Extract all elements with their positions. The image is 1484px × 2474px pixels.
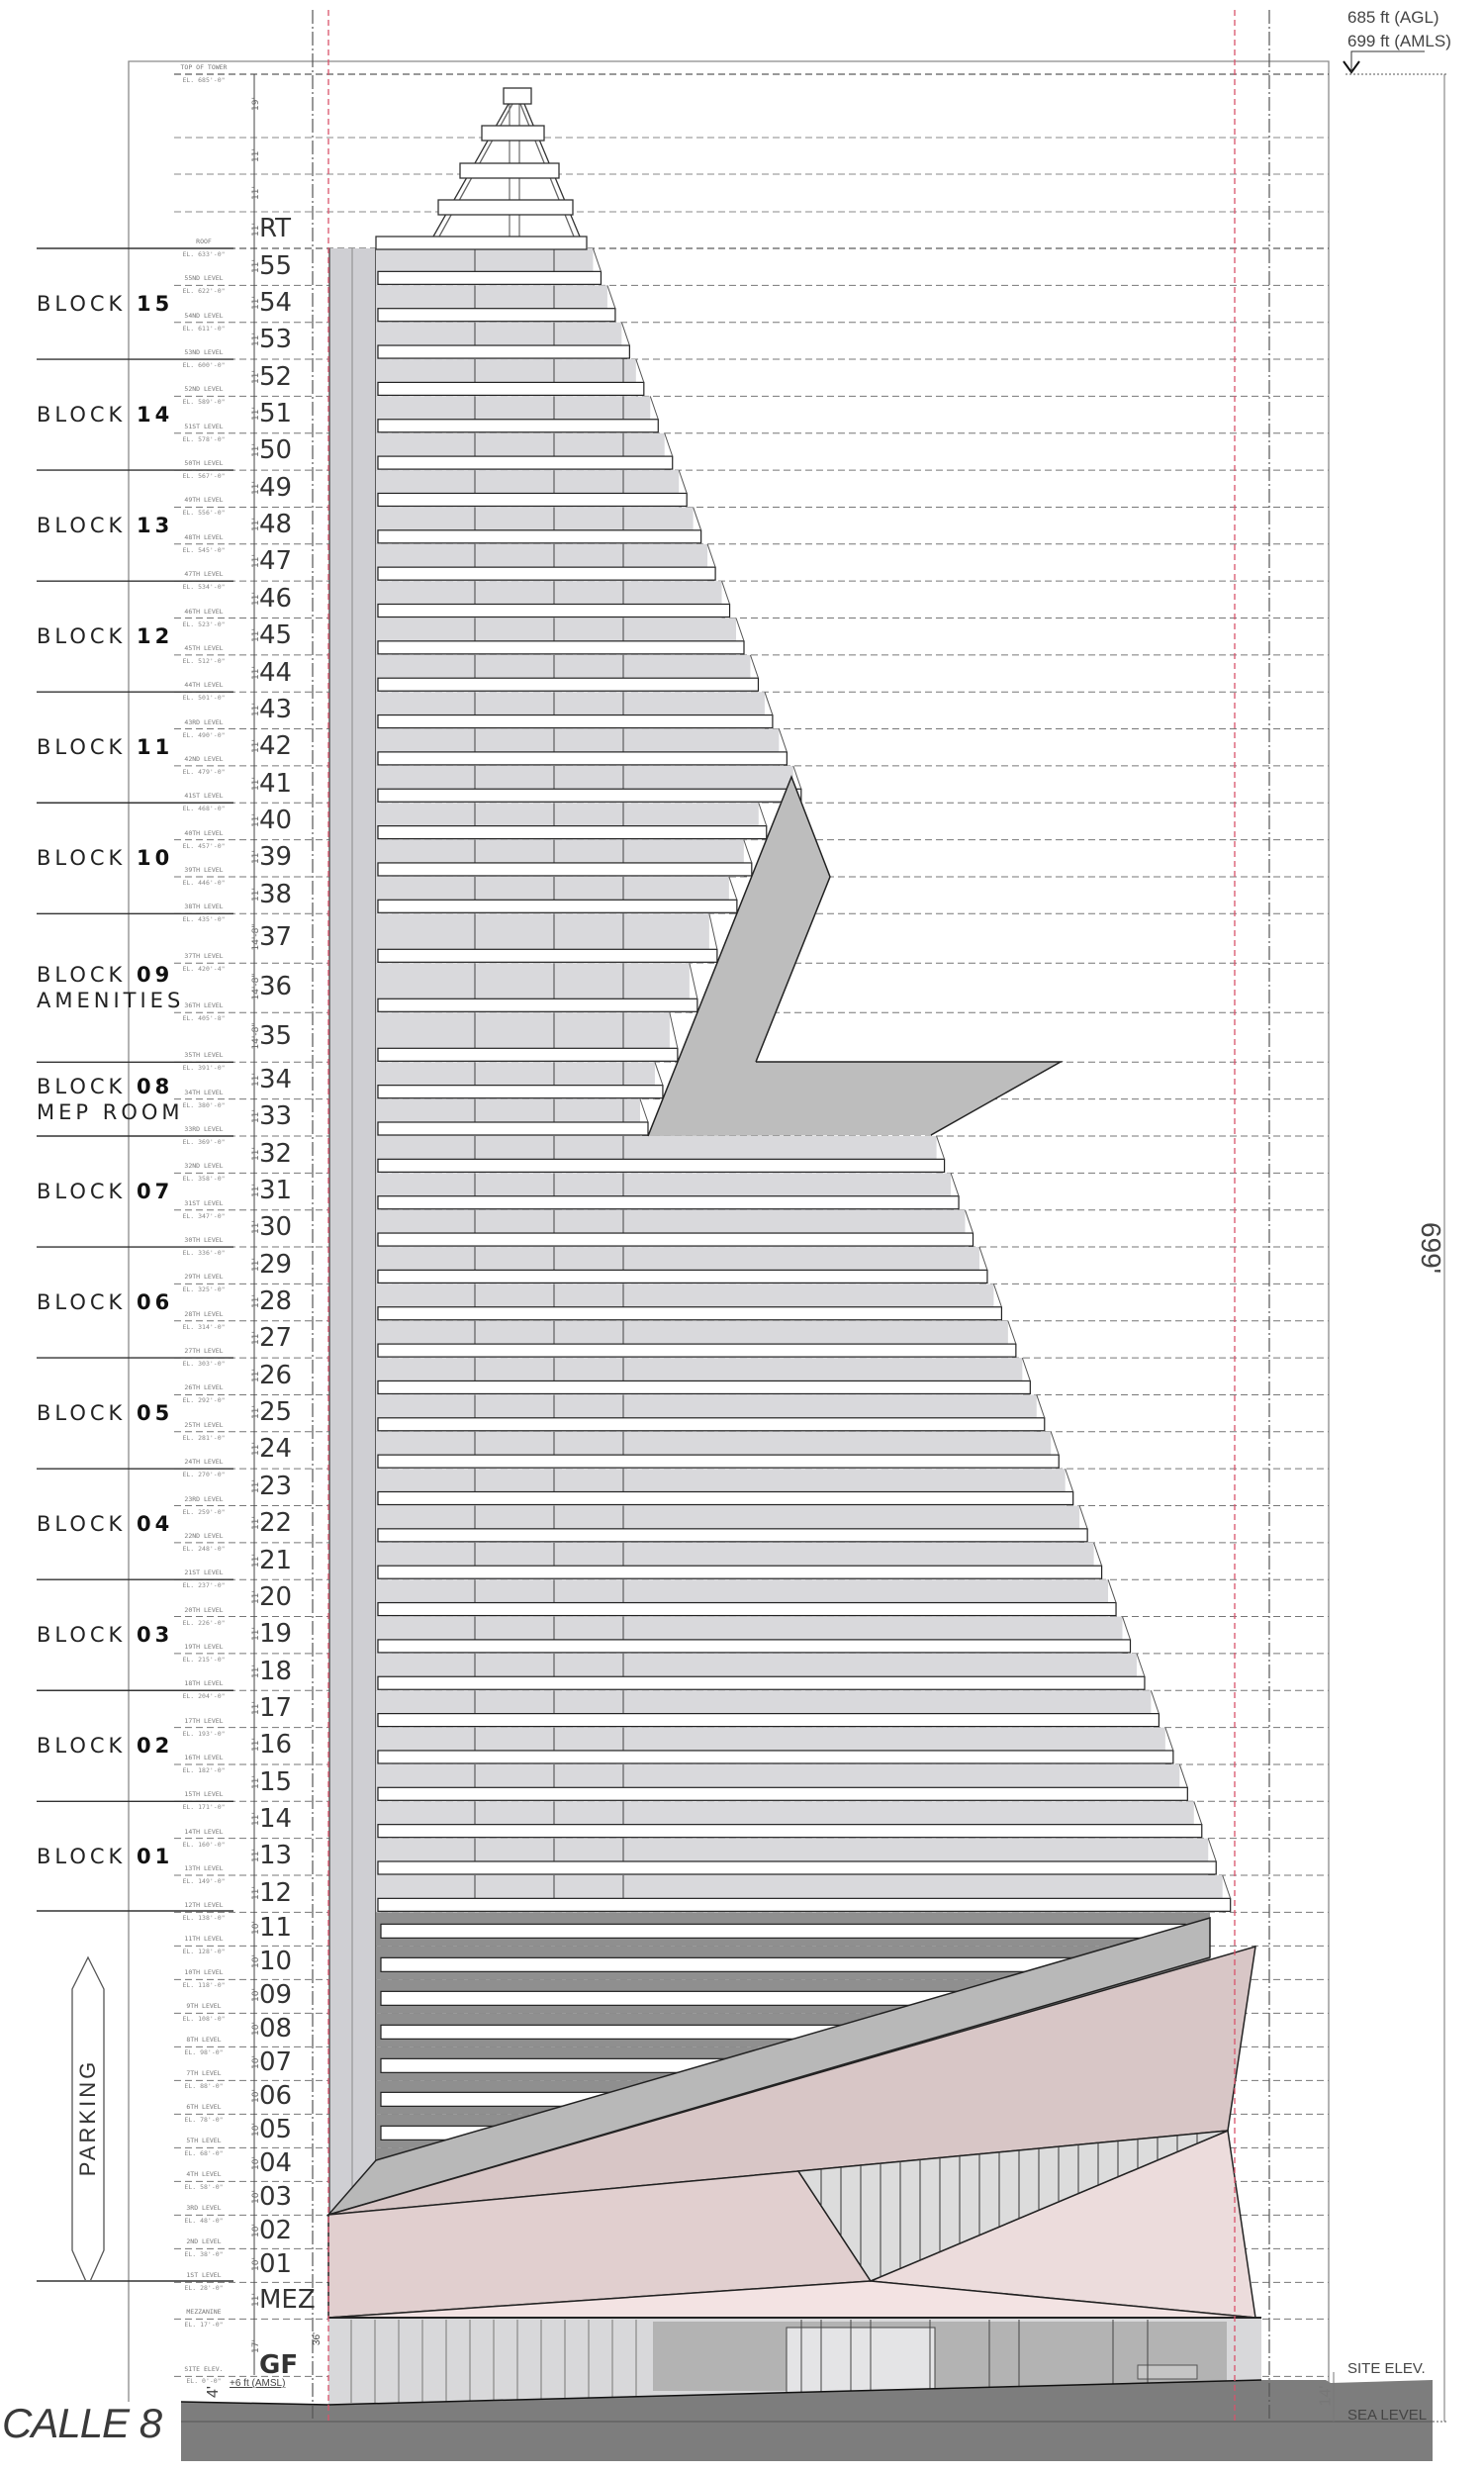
floor-number: 25 <box>259 1397 293 1428</box>
floor-height-dimension: 11' <box>251 1368 261 1382</box>
floor-height-dimension: 11' <box>251 1700 261 1715</box>
floor-number: 07 <box>259 2047 293 2078</box>
level-elevation: EL. 215'-0" <box>182 1655 226 1664</box>
floor-number: 26 <box>259 1360 293 1390</box>
floor-height-dimension: 11' <box>251 407 261 422</box>
roof-terrace-label: RT <box>259 214 292 243</box>
floor-height-dimension: 11' <box>251 739 261 754</box>
floor-height-dimension: 11' <box>251 480 261 495</box>
level-elevation: EL. 128'-0" <box>182 1948 226 1956</box>
level-elevation: EL. 490'-0" <box>182 730 226 739</box>
floor-number: 55 <box>259 250 293 281</box>
level-name: 17TH LEVEL <box>184 1716 224 1725</box>
block-number: 01 <box>137 1844 174 1868</box>
block-number: 05 <box>137 1401 174 1426</box>
block-label <box>37 1511 173 1537</box>
floor-height-dimension: 11' <box>251 1331 261 1346</box>
floor-height-dimension: 11' <box>251 1405 261 1420</box>
spire-dim-4: 11' <box>251 223 261 237</box>
floor-number: 48 <box>259 510 293 540</box>
level-elevation: EL. 160'-0" <box>182 1840 226 1849</box>
floor-number: 06 <box>259 2081 293 2112</box>
level-elevation: EL. 171'-0" <box>182 1803 226 1812</box>
floor-number: 43 <box>259 694 293 724</box>
level-name: 25TH LEVEL <box>184 1420 224 1429</box>
level-elevation: EL. 622'-0" <box>182 287 226 296</box>
floor-height-dimension: 11' <box>251 702 261 716</box>
floor-height-dimension: 11' <box>251 1553 261 1568</box>
floor-height-dimension: 11' <box>251 1885 261 1900</box>
block-label <box>37 1179 173 1204</box>
block-label <box>37 1400 173 1426</box>
level-elevation: EL. 457'-0" <box>182 841 226 850</box>
floor-height-dimension: 11' <box>251 443 261 458</box>
floor-number: 31 <box>259 1176 293 1206</box>
floor-height-dimension: 11' <box>251 1774 261 1789</box>
level-name: 10TH LEVEL <box>184 1968 224 1977</box>
level-elevation: EL. 578'-0" <box>182 434 226 443</box>
level-elevation: EL. 600'-0" <box>182 361 226 370</box>
level-name: 9TH LEVEL <box>186 2002 222 2011</box>
block-word: BLOCK <box>37 1290 127 1315</box>
floor-number: 15 <box>259 1766 293 1797</box>
level-name: 33RD LEVEL <box>184 1125 224 1133</box>
floor-height-dimension: 10' <box>251 2022 261 2037</box>
floor-height-dimension: 11' <box>251 1516 261 1531</box>
floor-number: 42 <box>259 731 293 762</box>
floor-height-dimension: 11' <box>251 628 261 643</box>
floor-number: 27 <box>259 1323 293 1354</box>
floor-height-dimension: 11' <box>251 1664 261 1678</box>
level-elevation: EL. 237'-0" <box>182 1581 226 1590</box>
floor-number: 21 <box>259 1545 293 1575</box>
floor-height-dimension: 10' <box>251 2257 261 2272</box>
floor-number: 41 <box>259 768 293 799</box>
floor-number: MEZ <box>259 2284 316 2315</box>
floor-height-dimension: 11' <box>251 1589 261 1604</box>
level-elevation: EL. 68'-0" <box>184 2149 224 2158</box>
block-number: 04 <box>137 1512 174 1537</box>
level-elevation: EL. 88'-0" <box>184 2082 224 2091</box>
level-elevation: EL. 314'-0" <box>182 1322 226 1331</box>
level-name: 5TH LEVEL <box>186 2137 222 2145</box>
floor-height-dimension: 10' <box>251 1988 261 2003</box>
floor-number: 10 <box>259 1947 293 1977</box>
level-name: 43RD LEVEL <box>184 717 224 726</box>
block-label <box>37 845 173 871</box>
floor-height-dimension: 11' <box>251 1109 261 1124</box>
block-number: 12 <box>137 624 174 649</box>
block-word: BLOCK <box>37 403 127 428</box>
level-name: 30TH LEVEL <box>184 1236 224 1245</box>
floor-number: 38 <box>259 879 293 909</box>
level-elevation: EL. 28'-0" <box>184 2284 224 2293</box>
block-number: 07 <box>137 1180 174 1204</box>
block-number: 11 <box>137 735 174 760</box>
level-elevation: EL. 358'-0" <box>182 1175 226 1184</box>
level-name: 38TH LEVEL <box>184 903 224 911</box>
level-elevation: EL. 78'-0" <box>184 2116 224 2125</box>
floor-height-dimension: 11' <box>251 1073 261 1087</box>
level-name: 48TH LEVEL <box>184 532 224 541</box>
spire-dim-3: 11' <box>251 186 261 200</box>
floor-number: 33 <box>259 1101 293 1132</box>
floor-number: 24 <box>259 1434 293 1465</box>
floor-height-dimension: 11' <box>251 776 261 791</box>
floor-number: 52 <box>259 361 293 392</box>
block-number: 02 <box>137 1734 174 1759</box>
top-height-annotation-agl: 685 ft (AGL) <box>1347 8 1439 27</box>
level-elevation: EL. 292'-0" <box>182 1396 226 1405</box>
level-name: 53ND LEVEL <box>184 348 224 357</box>
level-elevation: EL. 405'-8" <box>182 1014 226 1023</box>
floor-height-dimension: 14'-8" <box>251 923 261 951</box>
level-name: 28TH LEVEL <box>184 1309 224 1318</box>
sea-level-label: SEA LEVEL <box>1347 2407 1428 2424</box>
roof-level-label: ROOF <box>196 238 212 245</box>
level-elevation: EL. 347'-0" <box>182 1211 226 1220</box>
block-number: 13 <box>137 514 174 538</box>
floor-number: 18 <box>259 1656 293 1686</box>
block-word: BLOCK <box>37 1074 127 1098</box>
floor-number: 23 <box>259 1471 293 1501</box>
floor-number: 54 <box>259 288 293 319</box>
level-name: MEZZANINE <box>186 2308 222 2317</box>
block-word: BLOCK <box>37 1512 127 1537</box>
block-subtitle: AMENITIES <box>37 989 185 1013</box>
level-name: 42ND LEVEL <box>184 754 224 763</box>
level-name: 2ND LEVEL <box>186 2237 222 2246</box>
floor-height-dimension: 11' <box>251 2292 261 2307</box>
floor-height-dimension: 10' <box>251 1954 261 1969</box>
level-elevation: EL. 98'-0" <box>184 2048 224 2057</box>
level-name: 21ST LEVEL <box>184 1569 224 1577</box>
floor-number: 03 <box>259 2182 293 2213</box>
level-elevation: EL. 589'-0" <box>182 398 226 407</box>
level-name: 29TH LEVEL <box>184 1273 224 1282</box>
tower-core <box>329 248 376 2318</box>
floor-height-dimension: 10' <box>251 2089 261 2104</box>
floor-height-dimension: 14'-8" <box>251 973 261 1000</box>
level-name: 18TH LEVEL <box>184 1679 224 1688</box>
floor-number: 34 <box>259 1064 293 1094</box>
level-name: 50TH LEVEL <box>184 459 224 468</box>
level-name: 54ND LEVEL <box>184 311 224 320</box>
floor-number: 12 <box>259 1877 293 1908</box>
floor-height-dimension: 11' <box>251 258 261 273</box>
top-height-annotation-amsl: 699 ft (AMLS) <box>1347 32 1451 50</box>
level-name: 51ST LEVEL <box>184 422 224 430</box>
level-elevation: EL. 182'-0" <box>182 1765 226 1774</box>
top-of-tower-elevation: EL. 685'-0" <box>182 76 226 84</box>
block-word: BLOCK <box>37 1623 127 1648</box>
block-label <box>37 291 173 317</box>
level-elevation: EL. 48'-0" <box>184 2217 224 2226</box>
block-label <box>37 623 173 649</box>
floor-number: 35 <box>259 1021 293 1052</box>
level-name: 8TH LEVEL <box>186 2036 222 2045</box>
floor-number: 04 <box>259 2148 293 2179</box>
level-name: 37TH LEVEL <box>184 952 224 961</box>
block-word: BLOCK <box>37 846 127 871</box>
level-elevation: EL. 435'-0" <box>182 915 226 924</box>
floor-number: 22 <box>259 1508 293 1539</box>
floor-height-dimension: 10' <box>251 2224 261 2238</box>
level-name: 13TH LEVEL <box>184 1864 224 1872</box>
floor-number: 02 <box>259 2216 293 2246</box>
block-subtitle: MEP ROOM <box>37 1099 184 1124</box>
level-name: 15TH LEVEL <box>184 1790 224 1799</box>
block-label <box>37 962 184 1013</box>
level-name: 41ST LEVEL <box>184 792 224 801</box>
level-name: 44TH LEVEL <box>184 681 224 690</box>
floor-number: 50 <box>259 435 293 466</box>
level-elevation: EL. 281'-0" <box>182 1433 226 1442</box>
level-name: 1ST LEVEL <box>186 2271 222 2280</box>
floor-number: 40 <box>259 805 293 835</box>
floor-height-dimension: 11' <box>251 296 261 310</box>
block-word: BLOCK <box>37 1180 127 1204</box>
block-number: 08 <box>137 1074 174 1098</box>
block-number: 09 <box>137 963 174 988</box>
level-name: 32ND LEVEL <box>184 1162 224 1171</box>
level-elevation: EL. 248'-0" <box>182 1544 226 1553</box>
level-elevation: EL. 391'-0" <box>182 1064 226 1073</box>
block-number: 06 <box>137 1290 174 1315</box>
spire-dim-2: 11' <box>251 148 261 162</box>
block-word: BLOCK <box>37 1734 127 1759</box>
level-name: 24TH LEVEL <box>184 1458 224 1467</box>
level-name: 12TH LEVEL <box>184 1901 224 1910</box>
level-elevation: EL. 512'-0" <box>182 656 226 665</box>
level-name: 4TH LEVEL <box>186 2170 222 2179</box>
level-name: 14TH LEVEL <box>184 1827 224 1836</box>
level-name: 35TH LEVEL <box>184 1051 224 1060</box>
level-elevation: EL. 193'-0" <box>182 1729 226 1738</box>
site-to-sea-dimension: 14' <box>1317 2385 1335 2407</box>
floor-number: 14 <box>259 1803 293 1834</box>
floor-number: 51 <box>259 399 293 429</box>
floor-height-dimension: 11' <box>251 1478 261 1493</box>
level-elevation: EL. 446'-0" <box>182 878 226 887</box>
level-elevation: EL. 420'-4" <box>182 965 226 974</box>
level-elevation: EL. 611'-0" <box>182 324 226 333</box>
block-label <box>37 1289 173 1315</box>
level-elevation: EL. 545'-0" <box>182 545 226 554</box>
floor-height-dimension: 11' <box>251 518 261 532</box>
level-name: 31ST LEVEL <box>184 1198 224 1207</box>
floor-height-dimension: 10' <box>251 2055 261 2070</box>
floor-number: 09 <box>259 1980 293 2011</box>
level-elevation: EL. 38'-0" <box>184 2250 224 2259</box>
floor-number: 44 <box>259 657 293 688</box>
floor-height-dimension: 17' <box>251 2339 261 2354</box>
floor-number: 08 <box>259 2014 293 2045</box>
level-name: 3RD LEVEL <box>186 2204 222 2213</box>
level-elevation: EL. 501'-0" <box>182 694 226 703</box>
block-label <box>37 402 173 428</box>
level-elevation: EL. 479'-0" <box>182 767 226 776</box>
floor-height-dimension: 10' <box>251 2123 261 2138</box>
floor-number: 11 <box>259 1913 293 1944</box>
parking-label: PARKING <box>75 2058 100 2177</box>
floor-number: 16 <box>259 1730 293 1760</box>
level-elevation: EL. 270'-0" <box>182 1471 226 1479</box>
level-name: 11TH LEVEL <box>184 1935 224 1944</box>
level-elevation: EL. 149'-0" <box>182 1877 226 1885</box>
block-word: BLOCK <box>37 1844 127 1868</box>
site-elev-label: SITE ELEV. <box>1347 2360 1426 2377</box>
level-elevation: EL. 108'-0" <box>182 2015 226 2024</box>
floor-number: 29 <box>259 1249 293 1280</box>
floor-height-dimension: 11' <box>251 887 261 902</box>
level-name: 7TH LEVEL <box>186 2069 222 2078</box>
floor-number: 49 <box>259 472 293 503</box>
block-word: BLOCK <box>37 514 127 538</box>
block-number: 03 <box>137 1623 174 1648</box>
level-elevation: EL. 369'-0" <box>182 1138 226 1146</box>
level-name: 46TH LEVEL <box>184 607 224 616</box>
level-elevation: EL. 259'-0" <box>182 1507 226 1516</box>
level-name: 36TH LEVEL <box>184 1001 224 1010</box>
level-elevation: EL. 468'-0" <box>182 805 226 813</box>
block-label <box>37 1622 173 1648</box>
block-word: BLOCK <box>37 1401 127 1426</box>
floor-height-dimension: 11' <box>251 333 261 347</box>
level-name: 40TH LEVEL <box>184 828 224 837</box>
level-elevation: EL. 380'-0" <box>182 1100 226 1109</box>
floor-number: GF <box>259 2350 299 2381</box>
level-elevation: EL. 118'-0" <box>182 1981 226 1990</box>
level-name: 55ND LEVEL <box>184 274 224 283</box>
floor-number: 19 <box>259 1619 293 1650</box>
level-name: 6TH LEVEL <box>186 2103 222 2112</box>
level-name: 45TH LEVEL <box>184 643 224 652</box>
block-number: 15 <box>137 292 174 317</box>
floor-height-dimension: 10' <box>251 2190 261 2205</box>
floor-number: 46 <box>259 583 293 614</box>
block-number: 14 <box>137 403 174 428</box>
floor-number: 39 <box>259 842 293 873</box>
block-label <box>37 734 173 760</box>
level-name: 39TH LEVEL <box>184 865 224 874</box>
block-label <box>37 1844 173 1869</box>
block-label <box>37 513 173 538</box>
level-name: 23RD LEVEL <box>184 1494 224 1503</box>
level-name: 19TH LEVEL <box>184 1642 224 1651</box>
floor-number: 13 <box>259 1841 293 1871</box>
level-name: 34TH LEVEL <box>184 1088 224 1096</box>
floor-height-dimension: 11' <box>251 1257 261 1272</box>
floor-number: 36 <box>259 972 293 1002</box>
tower-spire <box>376 88 587 249</box>
floor-height-dimension: 11' <box>251 554 261 569</box>
level-name: 52ND LEVEL <box>184 385 224 394</box>
level-elevation: EL. 17'-0" <box>184 2321 224 2330</box>
overall-height-dimension: 699' <box>1416 1221 1447 1275</box>
floor-height-dimension: 11' <box>251 1849 261 1863</box>
level-elevation: EL. 303'-0" <box>182 1360 226 1369</box>
floor-height-dimension: 11' <box>251 1442 261 1457</box>
block-number: 10 <box>137 846 174 871</box>
floor-number: 45 <box>259 620 293 651</box>
spire-dim-1: 19' <box>251 97 261 111</box>
floor-height-dimension: 11' <box>251 1146 261 1161</box>
floor-number: 30 <box>259 1212 293 1243</box>
podium-canopy <box>328 1911 1255 2318</box>
site-elevation-label: EL. 0'-0" <box>186 2377 222 2385</box>
level-name: 16TH LEVEL <box>184 1753 224 1761</box>
level-elevation: EL. 336'-0" <box>182 1249 226 1258</box>
street-label: CALLE 8 <box>2 2400 162 2446</box>
level-name: 27TH LEVEL <box>184 1347 224 1356</box>
level-elevation: EL. 226'-0" <box>182 1618 226 1627</box>
block-word: BLOCK <box>37 624 127 649</box>
floor-height-dimension: 11' <box>251 591 261 606</box>
level-name: SITE ELEV. <box>184 2365 224 2374</box>
block-label <box>37 1074 184 1125</box>
floor-height-dimension: 10' <box>251 2156 261 2171</box>
floor-height-dimension: 10' <box>251 1921 261 1936</box>
level-name: 26TH LEVEL <box>184 1383 224 1392</box>
floor-height-dimension: 14'-8" <box>251 1022 261 1050</box>
block-word: BLOCK <box>37 735 127 760</box>
level-name: 22ND LEVEL <box>184 1531 224 1540</box>
level-elevation: EL. 138'-0" <box>182 1914 226 1923</box>
floor-number: 05 <box>259 2115 293 2145</box>
level-elevation: EL. 556'-0" <box>182 509 226 518</box>
floor-height-dimension: 11' <box>251 1220 261 1235</box>
floor-number: 47 <box>259 546 293 577</box>
floor-height-dimension: 11' <box>251 1738 261 1753</box>
floor-height-dimension: 11' <box>251 850 261 865</box>
block-word: BLOCK <box>37 963 127 988</box>
level-elevation: EL. 534'-0" <box>182 583 226 592</box>
level-elevation: EL. 204'-0" <box>182 1692 226 1701</box>
floor-number: 28 <box>259 1286 293 1317</box>
podium-height-dimension: 36' <box>312 2331 324 2346</box>
floor-number: 20 <box>259 1581 293 1612</box>
block-word: BLOCK <box>37 292 127 317</box>
floor-number: 32 <box>259 1138 293 1169</box>
floor-height-dimension: 11' <box>251 369 261 384</box>
grade-dimension: 4' <box>204 2386 222 2398</box>
floor-height-dimension: 11' <box>251 812 261 827</box>
floor-number: 53 <box>259 325 293 355</box>
level-elevation: EL. 523'-0" <box>182 619 226 628</box>
floor-height-dimension: 11' <box>251 1294 261 1309</box>
level-name: 20TH LEVEL <box>184 1605 224 1614</box>
level-name: 47TH LEVEL <box>184 570 224 579</box>
floor-number: 17 <box>259 1692 293 1723</box>
level-elevation: EL. 633'-0" <box>182 250 226 258</box>
level-elevation: EL. 567'-0" <box>182 472 226 481</box>
floor-number: 01 <box>259 2249 293 2280</box>
floor-height-dimension: 11' <box>251 1627 261 1642</box>
level-elevation: EL. 325'-0" <box>182 1285 226 1294</box>
floor-number: 37 <box>259 922 293 953</box>
floor-height-dimension: 11' <box>251 1184 261 1197</box>
amsl-note: +6 ft (AMSL) <box>230 2378 286 2389</box>
top-of-tower-label: TOP OF TOWER <box>180 63 228 71</box>
level-elevation: EL. 58'-0" <box>184 2183 224 2192</box>
block-label <box>37 1733 173 1759</box>
floor-height-dimension: 11' <box>251 665 261 680</box>
level-name: 49TH LEVEL <box>184 496 224 505</box>
floor-height-dimension: 11' <box>251 1812 261 1826</box>
